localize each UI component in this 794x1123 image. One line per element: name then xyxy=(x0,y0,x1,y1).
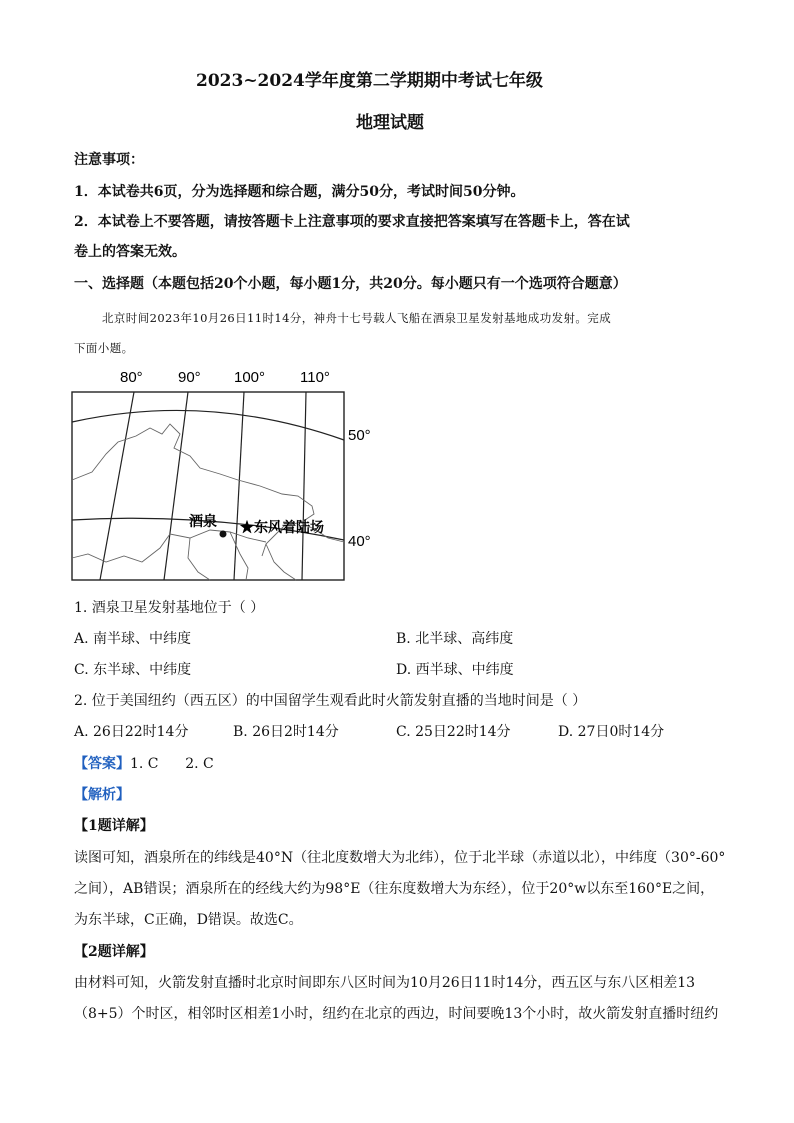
question-2-stem: 2. 位于美国纽约（西五区）的中国留学生观看此时火箭发射直播的当地时间是（ ） xyxy=(74,693,587,709)
detail-1-label: 【1题详解】 xyxy=(74,818,154,834)
q1-option-c[interactable]: C. 东半球、中纬度 xyxy=(74,662,192,678)
map-figure xyxy=(70,362,371,584)
detail-1-text-2: 之间），AB错误；酒泉所在的经线大约为98°E（往东度数增大为东经），位于20°w以东至160°E之间， xyxy=(74,881,715,897)
jiuquan-dot xyxy=(220,531,227,538)
q1-option-a[interactable]: A. 南半球、中纬度 xyxy=(74,631,192,647)
detail-2-text-2: （8+5）个时区，相邻时区相差1小时，纽约在北京的西边，时间要晚13个小时，故火箭发射直播时纽约 xyxy=(74,1006,719,1022)
material-text: 北京时间2023年10月26日11时14分，神舟十七号载人飞船在酒泉卫星发射基地成功发射。完成 xyxy=(102,311,612,325)
answer-row xyxy=(74,754,214,774)
lon-label-90: 90° xyxy=(178,369,201,386)
q1-option-b[interactable]: B. 北半球、高纬度 xyxy=(396,631,514,647)
notice-item-2-cont: 卷上的答案无效。 xyxy=(74,244,186,260)
notice-heading: 注意事项： xyxy=(74,152,144,168)
q2-option-a[interactable]: A. 26日22时14分 xyxy=(74,724,189,740)
lat-label-50: 50° xyxy=(348,427,371,444)
subject-title: 地理试题 xyxy=(356,113,424,133)
answer-value: 1. C 2. C xyxy=(130,756,214,772)
q2-option-b[interactable]: B. 26日2时14分 xyxy=(233,724,339,740)
detail-1-text: 读图可知，酒泉所在的纬线是40°N（往北度数增大为北纬），位于北半球（赤道以北），中纬度（30°-60° xyxy=(74,850,726,866)
notice-item-1: 1．本试卷共6页，分为选择题和综合题，满分50分，考试时间50分钟。 xyxy=(74,184,525,200)
question-1-stem: 1. 酒泉卫星发射基地位于（ ） xyxy=(74,600,265,616)
lon-label-100: 100° xyxy=(234,369,266,386)
exam-title: 2023~2024学年度第二学期期中考试七年级 xyxy=(196,71,543,91)
detail-2-text: 由材料可知，火箭发射直播时北京时间即东八区时间为10月26日11时14分，西五区与东八区相差13 xyxy=(74,975,696,991)
section-heading: 一、选择题（本题包括20个小题，每小题1分，共20分。每小题只有一个选项符合题意） xyxy=(74,276,627,292)
lon-label-110: 110° xyxy=(300,369,330,386)
analysis-label: 【解析】 xyxy=(74,787,130,803)
detail-2-label: 【2题详解】 xyxy=(74,944,154,960)
material-text-cont: 下面小题。 xyxy=(74,341,134,355)
answer-label: 【答案】 xyxy=(74,756,130,772)
notice-item-2: 2．本试卷上不要答题，请按答题卡上注意事项的要求直接把答案填写在答题卡上，答在试 xyxy=(74,214,630,230)
jiuquan-label: 酒泉 xyxy=(189,513,217,529)
detail-1-text-3: 为东半球，C正确，D错误。故选C。 xyxy=(74,912,303,928)
q2-option-c[interactable]: C. 25日22时14分 xyxy=(396,724,511,740)
lon-label-80: 80° xyxy=(120,369,143,386)
dongfeng-site-label: ★东风着陆场 xyxy=(240,519,324,535)
q1-option-d[interactable]: D. 西半球、中纬度 xyxy=(396,662,514,678)
lat-label-40: 40° xyxy=(348,533,371,550)
q2-option-d[interactable]: D. 27日0时14分 xyxy=(558,724,665,740)
